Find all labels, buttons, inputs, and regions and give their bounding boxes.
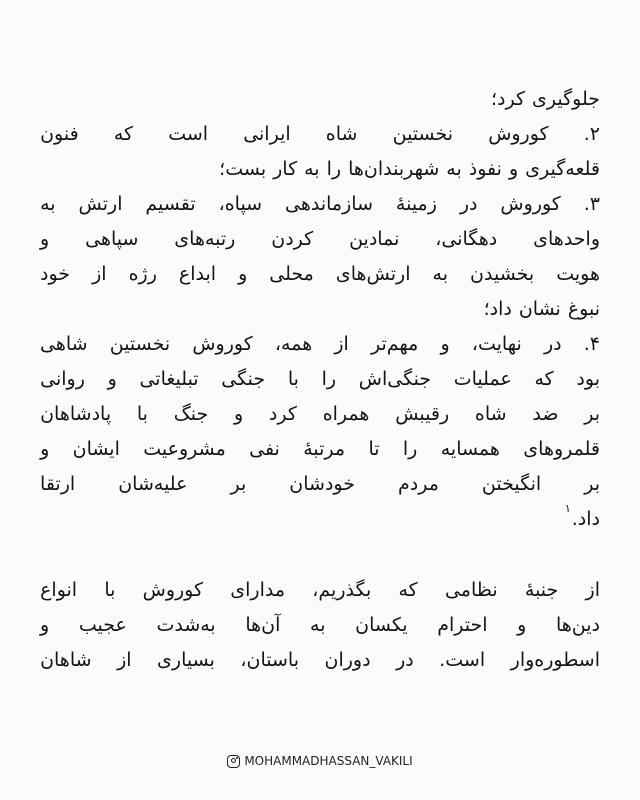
- paragraph-gap: [40, 537, 600, 573]
- word: از: [117, 649, 132, 671]
- word: کرد: [268, 403, 297, 425]
- word: را: [326, 158, 342, 180]
- text-line: [40, 502, 600, 537]
- word: ۴.: [583, 333, 600, 355]
- text-line: [40, 187, 600, 222]
- word: نظامی: [444, 579, 498, 601]
- word: را: [402, 438, 418, 460]
- word: مشروعیت: [143, 438, 226, 460]
- word: مردم: [398, 473, 439, 495]
- word: به: [432, 263, 449, 285]
- word: رتبه‌های: [174, 228, 236, 250]
- word: انگیختن: [481, 473, 542, 495]
- word: همسایه: [440, 438, 500, 460]
- word: به‌شدت: [156, 614, 216, 636]
- word: و: [40, 438, 50, 460]
- word: سپاهی: [85, 228, 139, 250]
- word: و: [40, 614, 50, 636]
- word: را: [321, 368, 337, 390]
- word: و: [40, 228, 50, 250]
- word: مرتبهٔ: [303, 438, 346, 460]
- word: و: [508, 158, 519, 180]
- word: ابداع: [178, 263, 217, 285]
- word: شاهی: [40, 333, 88, 355]
- word: نمادین: [349, 228, 400, 250]
- word: سازماندهی: [285, 193, 373, 215]
- word: همه،: [274, 333, 313, 355]
- word: ۲.: [583, 123, 600, 145]
- word: شهربندان‌ها: [348, 158, 440, 180]
- word: از: [92, 263, 107, 285]
- instagram-icon: [227, 755, 240, 768]
- word: دهگانی،: [435, 228, 498, 250]
- text-line: [40, 467, 600, 502]
- word: نفی: [249, 438, 280, 460]
- instagram-handle: MOHAMMADHASSAN_VAKILI: [244, 754, 413, 768]
- word: نخستین: [392, 123, 454, 145]
- text-line: [40, 82, 600, 117]
- word: در: [543, 333, 562, 355]
- word: زمینهٔ: [395, 193, 437, 215]
- word: ۳.: [583, 193, 600, 215]
- word: انواع: [40, 579, 78, 601]
- word: محلی: [269, 263, 314, 285]
- word: کوروش: [500, 193, 561, 215]
- word: ارتقا: [40, 473, 76, 495]
- word: آن‌ها: [245, 614, 281, 636]
- word: نخستین: [109, 333, 171, 355]
- word: نهایت،: [471, 333, 522, 355]
- word: روانی: [40, 368, 85, 390]
- word: با: [287, 368, 299, 390]
- word: به: [304, 158, 320, 180]
- text-line: [40, 573, 600, 608]
- word: کردن: [271, 228, 314, 250]
- word: کوروش: [192, 333, 253, 355]
- paragraph-1: [40, 82, 600, 537]
- word: کرد؛: [490, 88, 526, 110]
- word: از: [334, 333, 349, 355]
- word: همراه: [322, 403, 370, 425]
- word: جنگی: [221, 368, 266, 390]
- word: کار: [273, 158, 298, 180]
- word: جنبهٔ: [524, 579, 559, 601]
- word: و: [440, 333, 450, 355]
- word: باستان،: [240, 649, 299, 671]
- text-line: [40, 362, 600, 397]
- word: با: [136, 403, 148, 425]
- footer-credit: [0, 754, 640, 768]
- text-line: [40, 327, 600, 362]
- word: هویت: [556, 263, 600, 285]
- word: قلمروهای: [523, 438, 600, 460]
- word: عملیات: [453, 368, 512, 390]
- word: پادشاهان: [40, 403, 112, 425]
- word: داد.: [571, 508, 600, 530]
- word: خود: [40, 263, 71, 285]
- word: و: [238, 263, 248, 285]
- word: به: [310, 614, 326, 636]
- word: دوران: [324, 649, 371, 671]
- word: کوروش: [142, 579, 204, 601]
- word: شاهان: [40, 649, 92, 671]
- word: بود: [576, 368, 600, 390]
- word: و: [517, 614, 527, 636]
- word: به: [446, 158, 462, 180]
- text-line: [40, 257, 600, 292]
- text-body: [40, 82, 600, 678]
- footnote-marker: ۱: [564, 502, 571, 515]
- word: قلعه‌گیری: [525, 158, 600, 180]
- word: بخشیدن: [470, 263, 535, 285]
- text-line: [40, 117, 600, 152]
- word: رژه: [128, 263, 157, 285]
- word: ایرانی: [243, 123, 291, 145]
- word: ضد: [532, 403, 559, 425]
- word: که: [113, 123, 134, 145]
- word: سپاه،: [218, 193, 263, 215]
- word: شاه: [325, 123, 358, 145]
- word: بر: [584, 403, 600, 425]
- word: بست؛: [219, 158, 267, 180]
- word: در: [459, 193, 478, 215]
- text-line: [40, 152, 600, 187]
- word: خودشان: [289, 473, 355, 495]
- word: بر: [230, 473, 247, 495]
- word: نفوذ: [468, 158, 502, 180]
- word: و: [233, 403, 244, 425]
- word: است: [168, 123, 209, 145]
- word: شاه: [474, 403, 507, 425]
- word: و: [107, 368, 117, 390]
- word: ایشان: [72, 438, 120, 460]
- text-line: [40, 643, 600, 678]
- word: نبوغ: [567, 298, 600, 320]
- word: فنون: [40, 123, 79, 145]
- text-line: [40, 397, 600, 432]
- text-line: [40, 292, 600, 327]
- text-line: [40, 608, 600, 643]
- word: با: [104, 579, 116, 601]
- word: بر: [584, 473, 600, 495]
- word: جلوگیری: [532, 88, 600, 110]
- word: بسیاری: [157, 649, 215, 671]
- word: نشان: [518, 298, 561, 320]
- word: کوروش: [488, 123, 549, 145]
- word: احترام: [437, 614, 488, 636]
- word: یکسان: [355, 614, 408, 636]
- word: تبلیغاتی: [139, 368, 199, 390]
- word: بگذریم،: [312, 579, 372, 601]
- text-line: [40, 222, 600, 257]
- word: که: [534, 368, 554, 390]
- word: است.: [439, 649, 486, 671]
- word: داد؛: [483, 298, 512, 320]
- paragraph-2: [40, 573, 600, 678]
- word: دین‌ها: [555, 614, 600, 636]
- word: ارتش‌های: [335, 263, 411, 285]
- word: اسطوره‌وار: [510, 649, 600, 671]
- word: رقیبش: [395, 403, 450, 425]
- word: عجیب: [78, 614, 127, 636]
- word: علیه‌شان: [118, 473, 188, 495]
- word: مهم‌تر: [371, 333, 419, 355]
- word: جنگ: [173, 403, 209, 425]
- word: مدارای: [230, 579, 286, 601]
- word: در: [396, 649, 414, 671]
- word: که: [398, 579, 418, 601]
- word: تا: [368, 438, 380, 460]
- word: به: [40, 193, 56, 215]
- word: ارتش: [78, 193, 123, 215]
- word: تقسیم: [145, 193, 196, 215]
- word: واحدهای: [533, 228, 600, 250]
- word: جنگی‌اش: [358, 368, 432, 390]
- text-line: [40, 432, 600, 467]
- word: از: [585, 579, 600, 601]
